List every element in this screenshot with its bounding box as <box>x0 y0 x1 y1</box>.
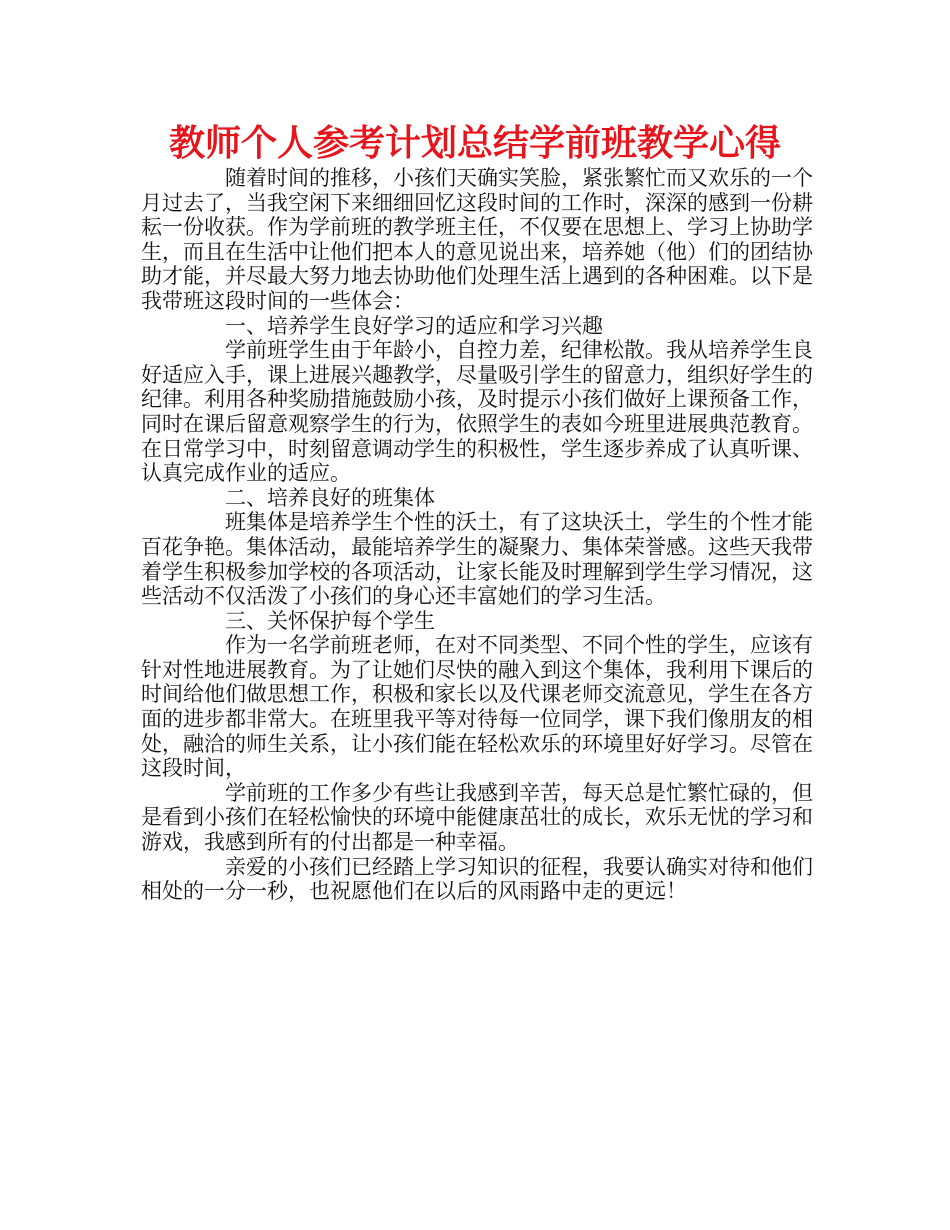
document-body <box>141 166 813 904</box>
closing-paragraph-2: 亲爱的小孩们已经踏上学习知识的征程，我要认确实对待和他们相处的一分一秒，也祝愿他们在以后的风雨路中走的更远！ <box>141 854 813 904</box>
section-heading-1: 一、培养学生良好学习的适应和学习兴趣 <box>225 313 603 338</box>
section-heading-3: 三、关怀保护每个学生 <box>225 608 435 633</box>
section-paragraph-2: 班集体是培养学生个性的沃土，有了这块沃土，学生的个性才能百花争艳。集体活动，最能培养学生的凝聚力、集体荣誉感。这些天我带着学生积极参加学校的各项活动，让家长能及时理解到学生学习情况，这些活动不仅活泼了小孩们的身心还丰富她们的学习生活。 <box>141 510 813 609</box>
closing-paragraph-1: 学前班的工作多少有些让我感到辛苦，每天总是忙繁忙碌的，但是看到小孩们在轻松愉快的环境中能健康茁壮的成长，欢乐无忧的学习和游戏，我感到所有的付出都是一种幸福。 <box>141 780 813 855</box>
section-paragraph-1: 学前班学生由于年龄小，自控力差，纪律松散。我从培养学生良好适应入手，课上进展兴趣教学，尽量吸引学生的留意力，组织好学生的纪律。利用各种奖励措施鼓励小孩，及时提示小孩们做好上课预备工作，同时在课后留意观察学生的行为，依照学生的表如今班里进展典范教育。在日常学习中，时刻留意调动学生的积极性，学生逐步养成了认真听课、认真完成作业的适应。 <box>141 338 813 486</box>
section-heading-2: 二、培养良好的班集体 <box>225 485 435 510</box>
document-title: 教师个人参考计划总结学前班教学心得 <box>168 123 781 164</box>
section-paragraph-3: 作为一名学前班老师，在对不同类型、不同个性的学生，应该有针对性地进展教育。为了让她们尽快的融入到这个集体，我利用下课后的时间给他们做思想工作，积极和家长以及代课老师交流意见，学生在各方面的进步都非常大。在班里我平等对待每一位同学，课下我们像朋友的相处，融洽的师生关系，让小孩们能在轻松欢乐的环境里好好学习。尽管在这段时间， <box>141 633 813 781</box>
intro-paragraph: 随着时间的推移，小孩们天确实笑脸，紧张繁忙而又欢乐的一个月过去了，当我空闲下来细细回忆这段时间的工作时，深深的感到一份耕耘一份收获。作为学前班的教学班主任，不仅要在思想上、学习上协助学生，而且在生活中让他们把本人的意见说出来，培养她（他）们的团结协助才能，并尽最大努力地去协助他们处理生活上遇到的各种困难。以下是我带班这段时间的一些体会： <box>141 166 813 313</box>
